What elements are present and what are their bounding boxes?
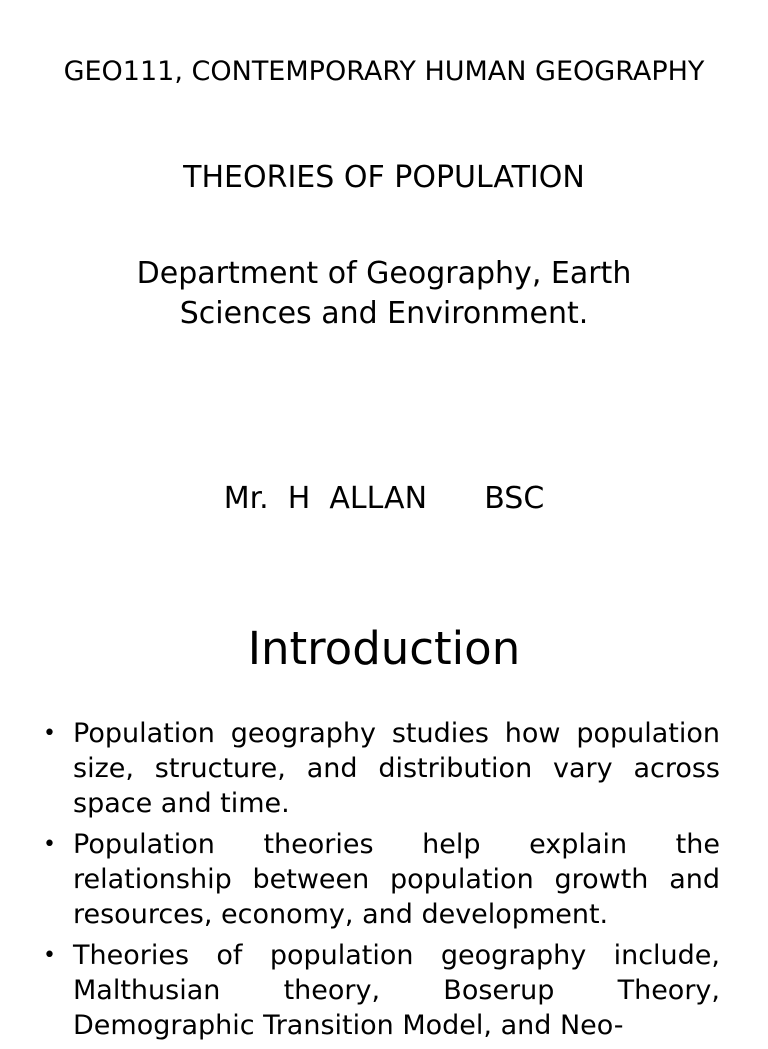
- list-item: [43, 716, 720, 821]
- bullet-icon: •: [43, 943, 56, 968]
- list-item: [43, 827, 720, 932]
- department-name: [0, 254, 768, 334]
- course-title: GEO111, CONTEMPORARY HUMAN GEOGRAPHY: [63, 56, 705, 87]
- list-item: [43, 938, 720, 1043]
- author-name: Mr. H ALLAN BSC: [223, 481, 545, 516]
- bullet-text: Theories of population geography include, Malthusian theory, Boserup Theory, Demographic Transition Model, and Neo-: [73, 940, 720, 1041]
- bullet-text: Population geography studies how population size, structure, and distribution vary across space and time.: [73, 718, 720, 819]
- department-line-2: Sciences and Environment.: [179, 296, 589, 331]
- bullet-list: [43, 716, 720, 1049]
- slide-title: Introduction: [247, 622, 521, 675]
- bullet-text: Population theories help explain the relationship between population growth and resources, economy, and development.: [73, 829, 720, 930]
- department-line-1: Department of Geography, Earth: [136, 256, 632, 291]
- introduction-slide: [0, 576, 768, 1041]
- topic-title: THEORIES OF POPULATION: [183, 160, 585, 195]
- bullet-icon: •: [43, 832, 56, 857]
- bullet-icon: •: [43, 721, 56, 746]
